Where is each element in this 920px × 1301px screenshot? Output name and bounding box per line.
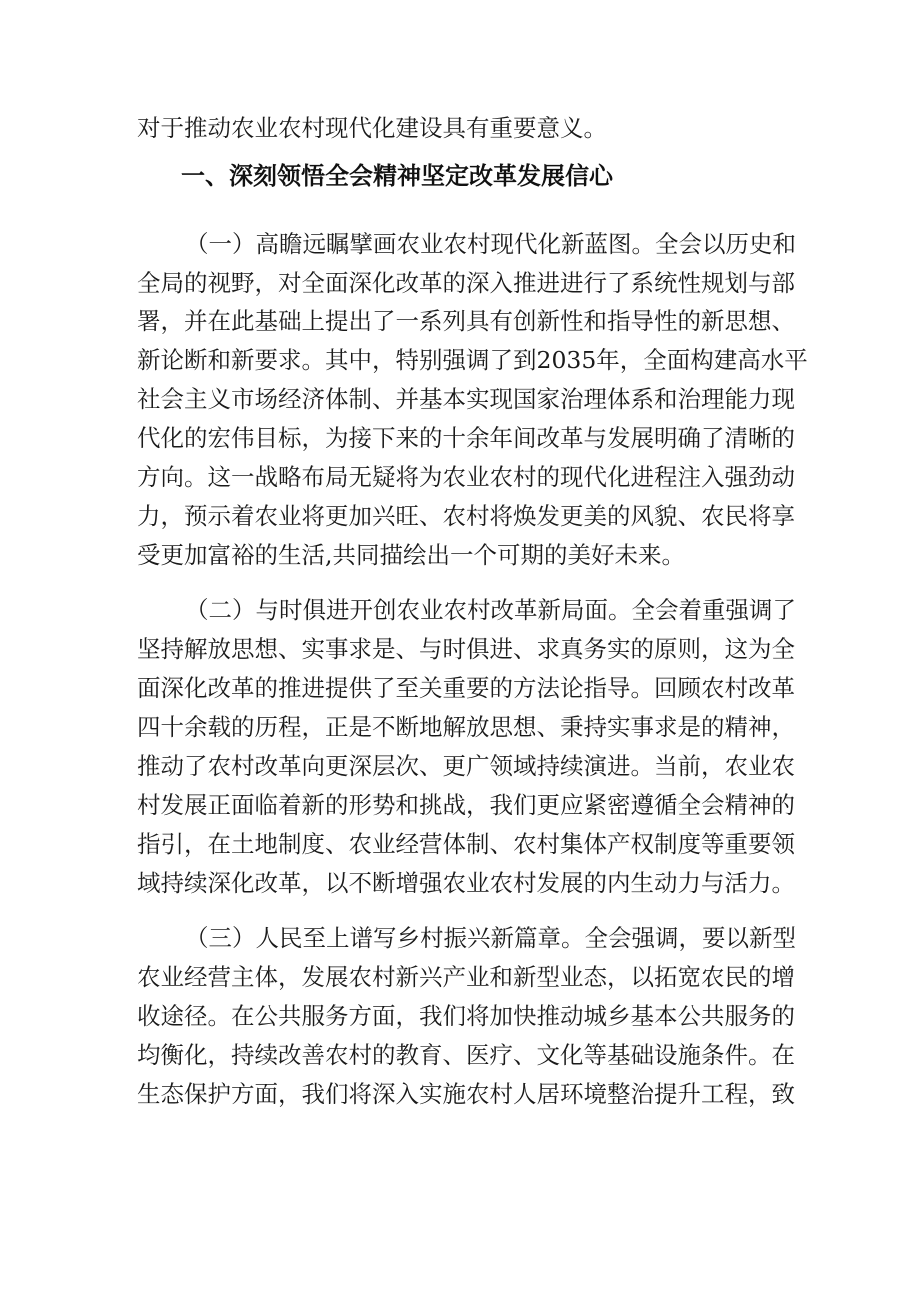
section-heading: 一、深刻领悟全会精神坚定改革发展信心	[181, 162, 613, 190]
paragraph-line: 坚持解放思想、实事求是、与时俱进、求真务实的原则，这为全	[137, 635, 795, 663]
paragraph-line: 四十余载的历程，正是不断地解放思想、秉持实事求是的精神，	[137, 713, 795, 741]
paragraph-line: 农业经营主体，发展农村新兴产业和新型业态，以拓宽农民的增	[137, 963, 795, 991]
paragraph-line: 代化的宏伟目标，为接下来的十余年间改革与发展明确了清晰的	[137, 424, 795, 452]
paragraph-line: 社会主义市场经济体制、并基本实现国家治理体系和治理能力现	[137, 385, 795, 413]
paragraph-line: （一）高瞻远瞩擘画农业农村现代化新蓝图。全会以历史和	[185, 230, 796, 258]
paragraph-line: 指引，在土地制度、农业经营体制、农村集体产权制度等重要领	[137, 830, 795, 858]
paragraph-line: 署，并在此基础上提出了一系列具有创新性和指导性的新思想、	[137, 307, 795, 335]
paragraph-line: 村发展正面临着新的形势和挑战，我们更应紧密遵循全会精神的	[137, 791, 795, 819]
paragraph-line: 受更加富裕的生活,共同描绘出一个可期的美好未来。	[137, 541, 685, 569]
paragraph-line: 方向。这一战略布局无疑将为农业农村的现代化进程注入强劲动	[137, 463, 795, 491]
paragraph-line: 域持续深化改革，以不断增强农业农村发展的内生动力与活力。	[137, 869, 795, 897]
paragraph-line: 全局的视野，对全面深化改革的深入推进进行了系统性规划与部	[137, 269, 795, 297]
paragraph-line: （二）与时俱进开创农业农村改革新局面。全会着重强调了	[185, 596, 796, 624]
paragraph-line: 均衡化，持续改善农村的教育、医疗、文化等基础设施条件。在	[137, 1041, 795, 1069]
lead-line: 对于推动农业农村现代化建设具有重要意义。	[137, 114, 607, 142]
paragraph-line: （三）人民至上谱写乡村振兴新篇章。全会强调，要以新型	[185, 924, 796, 952]
paragraph-line: 收途径。在公共服务方面，我们将加快推动城乡基本公共服务的	[137, 1002, 795, 1030]
paragraph-line: 推动了农村改革向更深层次、更广领域持续演进。当前，农业农	[137, 752, 795, 780]
paragraph-line: 力，预示着农业将更加兴旺、农村将焕发更美的风貌、农民将享	[137, 502, 795, 530]
paragraph-line: 面深化改革的推进提供了至关重要的方法论指导。回顾农村改革	[137, 674, 795, 702]
paragraph-line: 生态保护方面，我们将深入实施农村人居环境整治提升工程，致	[137, 1080, 795, 1108]
paragraph-line: 新论断和新要求。其中，特别强调了到2035年，全面构建高水平	[137, 346, 808, 374]
